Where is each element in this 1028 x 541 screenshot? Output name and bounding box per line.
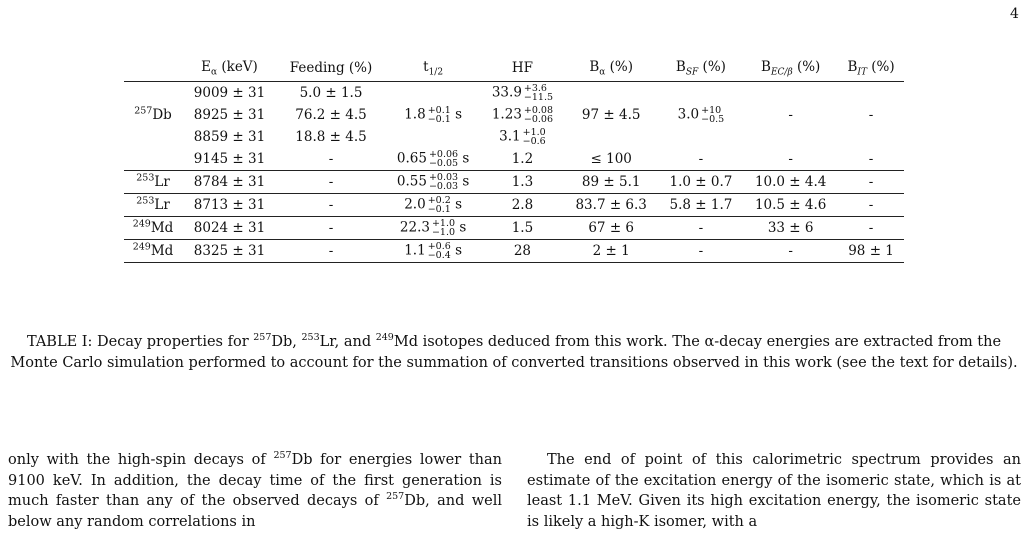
b-sf-value: -	[698, 219, 704, 236]
energy-value: 8024 ± 31	[193, 219, 266, 236]
isotope-mass: 249	[132, 241, 151, 253]
upper-uncertainty: +0.2	[427, 194, 451, 206]
lower-uncertainty: −0.5	[701, 113, 725, 125]
b-sf-cell	[659, 170, 744, 193]
b-it-value: -	[868, 150, 874, 167]
b-it-value: -	[868, 106, 874, 123]
isotope-cell	[124, 170, 182, 193]
upper-uncertainty: +0.08	[523, 104, 554, 116]
b-it-value: -	[868, 219, 874, 236]
decay-properties-table	[124, 56, 904, 263]
half-life-value: 1.8	[404, 106, 426, 123]
asym-uncertainty	[428, 242, 451, 260]
hf-cell	[481, 193, 564, 216]
energy-cell	[182, 148, 277, 171]
energy-value: 8859 ± 31	[193, 128, 266, 145]
b-alpha-cell	[564, 148, 659, 171]
half-life-cell	[385, 170, 481, 193]
lower-uncertainty: −0.03	[428, 180, 459, 192]
b-alpha-cell	[564, 81, 659, 148]
b-alpha-cell	[564, 170, 659, 193]
hf-value: 1.23	[491, 106, 522, 123]
header-isotope	[124, 56, 182, 81]
isotope-mass: 253	[136, 195, 155, 207]
b-ec-value: 10.0 ± 4.4	[754, 173, 827, 190]
feeding-cell	[277, 148, 385, 171]
hf-value: 3.1	[499, 128, 521, 145]
hf-value: 1.2	[511, 150, 534, 167]
lower-uncertainty: −0.1	[427, 113, 451, 125]
upper-uncertainty: +1.0	[522, 126, 546, 138]
b-ec-cell	[743, 81, 838, 148]
lower-uncertainty: −0.4	[427, 249, 451, 261]
half-life-unit: s	[462, 150, 470, 167]
table-row	[124, 216, 904, 239]
table-row	[124, 148, 904, 171]
header-feeding: Feeding (%)	[289, 60, 373, 77]
hf-cell	[481, 104, 564, 126]
feeding-cell	[277, 126, 385, 148]
half-life-cell	[385, 216, 481, 239]
hf-cell	[481, 148, 564, 171]
asym-uncertainty	[429, 150, 458, 168]
feeding-value: -	[328, 196, 334, 213]
lower-uncertainty: −0.6	[522, 135, 546, 147]
b-sf-value: 1.0 ± 0.7	[669, 173, 733, 190]
hf-value: 33.9	[491, 84, 522, 101]
b-ec-value: -	[788, 150, 793, 167]
b-it-value: 98 ± 1	[848, 242, 894, 259]
feeding-cell	[277, 104, 385, 126]
b-sf-value: 3.0	[677, 106, 700, 123]
b-ec-cell	[743, 216, 838, 239]
asym-uncertainty	[428, 196, 451, 214]
feeding-cell	[277, 239, 385, 262]
isotope-mass: 249	[132, 218, 151, 230]
body-text-right-column: The end of point of this calorimetric spectrum provides an estimate of the excitation energy of the isomeric state, which is at least 1.1 MeV. Given its high excitation energy, the isomeric state is likely a high-K isomer, with a	[527, 452, 1021, 530]
feeding-cell	[277, 81, 385, 104]
hf-value: 28	[513, 242, 532, 259]
half-life-unit: s	[462, 173, 470, 190]
b-alpha-cell	[564, 239, 659, 262]
feeding-cell	[277, 216, 385, 239]
b-it-cell	[838, 170, 904, 193]
half-life-unit: s	[455, 242, 462, 259]
b-ec-value: 33 ± 6	[767, 219, 814, 236]
table-header-row	[124, 56, 904, 81]
b-sf-cell	[659, 239, 744, 262]
feeding-value: -	[328, 219, 334, 236]
feeding-cell	[277, 193, 385, 216]
lower-uncertainty: −1.0	[431, 226, 456, 238]
isotope-symbol: Db	[152, 106, 172, 123]
b-it-cell	[838, 81, 904, 148]
isotope-symbol: Md	[150, 219, 174, 236]
feeding-value: 18.8 ± 4.5	[295, 128, 367, 145]
hf-cell	[481, 126, 564, 148]
energy-cell	[182, 126, 277, 148]
feeding-value: -	[328, 150, 334, 167]
b-alpha-value: 67 ± 6	[588, 219, 635, 236]
b-ec-cell	[743, 193, 838, 216]
isotope-symbol: Lr	[154, 173, 170, 190]
upper-uncertainty: +1.0	[431, 217, 456, 229]
b-it-cell	[838, 239, 904, 262]
feeding-value: 76.2 ± 4.5	[295, 106, 367, 123]
b-sf-value: -	[698, 150, 704, 167]
asym-uncertainty	[524, 106, 553, 124]
isotope-cell	[124, 216, 182, 239]
body-text-left-column: only with the high-spin decays of $^{257}$Db for energies lower than 9100 keV. In addition, the decay time of the first generation is much faster than any of the observed decays of $^{257}$Db, and well below any random correlations in	[8, 450, 503, 530]
isotope-mass: 253	[136, 172, 155, 184]
b-sf-cell	[659, 193, 744, 216]
lower-uncertainty: −11.5	[523, 91, 554, 103]
hf-cell	[481, 239, 564, 262]
half-life-value: 0.55	[396, 173, 427, 190]
hf-value: 1.5	[511, 219, 534, 236]
energy-cell	[182, 170, 277, 193]
isotope-cell	[124, 239, 182, 262]
b-sf-cell	[659, 216, 744, 239]
header-energy: $E_\alpha$ (keV)	[201, 59, 258, 78]
energy-cell	[182, 239, 277, 262]
header-hindrance-factor: HF	[511, 60, 533, 77]
header-half-life: $t_{1/2}$	[423, 59, 444, 78]
b-alpha-value: 89 ± 5.1	[581, 173, 641, 190]
half-life-cell	[385, 81, 481, 148]
b-sf-value: 5.8 ± 1.7	[669, 196, 733, 213]
energy-value: 9009 ± 31	[193, 84, 266, 101]
energy-value: 8784 ± 31	[193, 173, 266, 190]
asym-uncertainty	[428, 106, 451, 124]
header-b-ec: $B_{EC/\beta}$ (%)	[761, 59, 821, 78]
table-body	[124, 81, 904, 262]
energy-cell	[182, 81, 277, 104]
hf-cell	[481, 170, 564, 193]
asym-uncertainty	[524, 84, 553, 102]
table-caption: TABLE I: Decay properties for $^{257}$Db, $^{253}$Lr, and $^{249}$Md isotopes deduced from this work. The α-decay energies are extracted from the Monte Carlo simulation performed to account for the summation of converted transitions observed in this work (see the text for details).	[10, 332, 1018, 371]
energy-value: 9145 ± 31	[193, 150, 266, 167]
feeding-value: -	[328, 173, 334, 190]
isotope-cell	[124, 81, 182, 148]
hf-value: 2.8	[511, 196, 534, 213]
feeding-value: -	[328, 242, 334, 259]
energy-value: 8925 ± 31	[193, 106, 266, 123]
energy-cell	[182, 104, 277, 126]
upper-uncertainty: +0.1	[427, 104, 451, 116]
table-row	[124, 239, 904, 262]
b-ec-cell	[743, 170, 838, 193]
header-b-sf: $B_{SF}$ (%)	[675, 59, 726, 78]
energy-value: 8325 ± 31	[193, 242, 266, 259]
b-it-cell	[838, 193, 904, 216]
b-ec-cell	[743, 148, 838, 171]
b-sf-value: -	[698, 242, 704, 259]
half-life-value: 1.1	[404, 242, 426, 259]
b-ec-value: -	[788, 242, 793, 259]
asym-uncertainty	[701, 106, 724, 124]
lower-uncertainty: −0.1	[427, 203, 451, 215]
half-life-value: 2.0	[404, 196, 426, 213]
table-row	[124, 170, 904, 193]
b-it-value: -	[868, 196, 874, 213]
b-alpha-cell	[564, 193, 659, 216]
b-sf-cell	[659, 81, 744, 148]
lower-uncertainty: −0.06	[523, 113, 554, 125]
feeding-value: 5.0 ± 1.5	[299, 84, 363, 101]
b-alpha-cell	[564, 216, 659, 239]
hf-cell	[481, 216, 564, 239]
feeding-cell	[277, 170, 385, 193]
asym-uncertainty	[429, 173, 458, 191]
upper-uncertainty: +10	[701, 104, 722, 116]
b-alpha-value: 83.7 ± 6.3	[575, 196, 647, 213]
table-row	[124, 81, 904, 104]
asym-uncertainty	[523, 128, 546, 146]
half-life-value: 0.65	[396, 150, 427, 167]
b-it-cell	[838, 216, 904, 239]
asym-uncertainty	[432, 219, 455, 237]
b-it-value: -	[868, 173, 874, 190]
lower-uncertainty: −0.05	[428, 157, 459, 169]
b-alpha-value: 2 ± 1	[592, 242, 630, 259]
table-row	[124, 193, 904, 216]
isotope-mass: 257	[134, 105, 153, 117]
header-b-it: $B_{IT}$ (%)	[847, 59, 895, 78]
half-life-unit: s	[459, 219, 467, 236]
energy-cell	[182, 193, 277, 216]
b-sf-cell	[659, 148, 744, 171]
isotope-symbol: Md	[150, 242, 174, 259]
isotope-symbol: Lr	[154, 196, 170, 213]
upper-uncertainty: +0.06	[428, 148, 459, 160]
energy-value: 8713 ± 31	[193, 196, 266, 213]
half-life-value: 22.3	[399, 219, 430, 236]
half-life-cell	[385, 148, 481, 171]
hf-cell	[481, 81, 564, 104]
hf-value: 1.3	[511, 173, 534, 190]
b-ec-cell	[743, 239, 838, 262]
half-life-cell	[385, 239, 481, 262]
b-alpha-value: 97 ± 4.5	[581, 106, 641, 123]
page-number: 4	[1010, 6, 1019, 22]
isotope-cell	[124, 193, 182, 216]
b-ec-value: -	[788, 106, 793, 123]
upper-uncertainty: +3.6	[523, 82, 547, 94]
b-ec-value: 10.5 ± 4.6	[754, 196, 827, 213]
b-alpha-value: ≤ 100	[590, 150, 632, 167]
upper-uncertainty: +0.6	[427, 240, 451, 252]
upper-uncertainty: +0.03	[428, 171, 459, 183]
header-b-alpha: $B_\alpha$ (%)	[589, 59, 634, 78]
half-life-unit: s	[455, 106, 462, 123]
energy-cell	[182, 216, 277, 239]
b-it-cell	[838, 148, 904, 171]
isotope-cell	[124, 148, 182, 171]
half-life-unit: s	[455, 196, 462, 213]
half-life-cell	[385, 193, 481, 216]
